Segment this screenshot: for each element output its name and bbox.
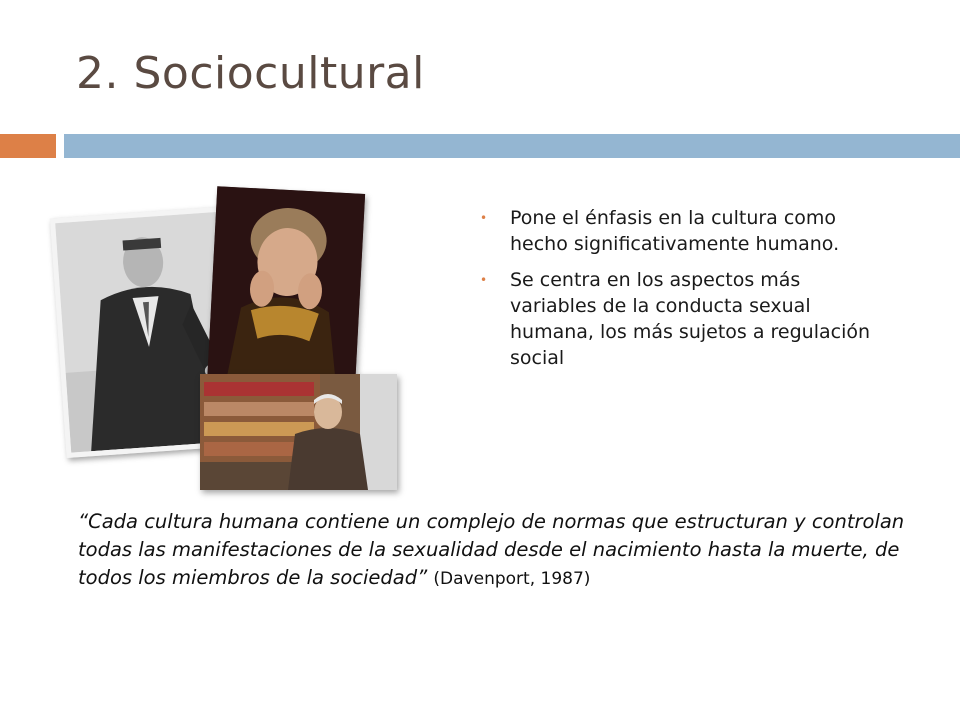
bullet-glyph: •: [480, 273, 488, 287]
accent-bar-orange: [0, 134, 56, 158]
quote-citation: (Davenport, 1987): [433, 569, 591, 589]
bullet-item: [478, 267, 878, 371]
photo-man-in-library: [200, 374, 397, 490]
bullet-glyph: •: [480, 211, 488, 225]
slide-title: 2. Sociocultural: [76, 48, 425, 99]
accent-bar-blue: [64, 134, 960, 158]
bullet-item: [478, 205, 878, 257]
photo-woman-portrait: [207, 186, 365, 393]
quote-block: [78, 508, 918, 593]
bullet-list: [478, 205, 878, 381]
bullet-text: Se centra en los aspectos más variables de la conducta sexual humana, los más sujetos a regulación social: [510, 269, 871, 369]
bullet-text: Pone el énfasis en la cultura como hecho significativamente humano.: [510, 207, 840, 255]
quote-text: “Cada cultura humana contiene un complejo de normas que estructuran y controlan todas las manifestaciones de la sexualidad desde el nacimiento hasta la muerte, de todos los miembros de la sociedad”: [78, 510, 905, 589]
